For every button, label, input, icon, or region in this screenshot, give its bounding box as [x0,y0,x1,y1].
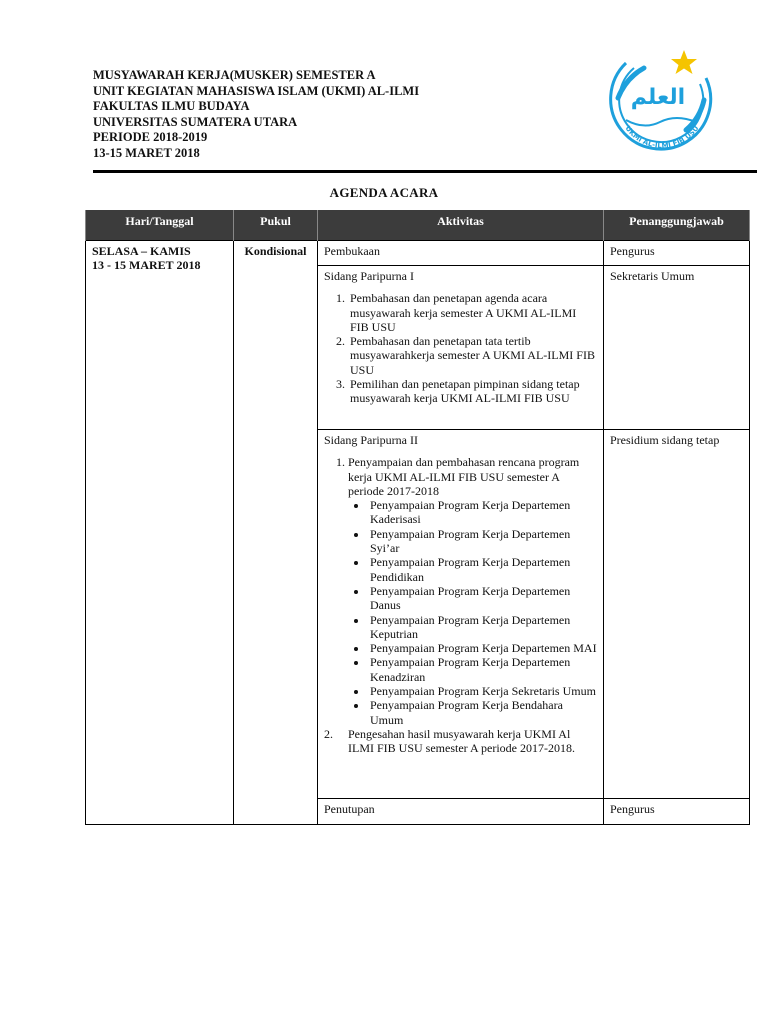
session-title: Sidang Paripurna II [324,433,418,447]
logo-ring-text: UKMI AL-ILMI FIB USU [623,124,701,150]
table-header-row [86,210,750,241]
bullet-item: • Penyampaian Program Kerja Departemen Kaderisasi [368,498,597,527]
pic-cell: Sekretaris Umum [604,266,750,430]
date-line: 13 - 15 MARET 2018 [92,258,201,273]
bullet-item: • Penyampaian Program Kerja Departemen Danus [368,584,597,613]
pic-cell: Presidium sidang tetap [604,430,750,799]
bullet-item: • Penyampaian Program Kerja Bendahara Umum [368,698,597,727]
arabic-logo-text: العلم [630,85,686,110]
header-line: 13-15 MARET 2018 [93,145,200,160]
star-icon [671,50,697,74]
document-header [93,68,419,161]
bullet-item: • Penyampaian Program Kerja Departemen MAI [368,641,597,655]
activity-cell: Pembukaan [318,241,604,266]
pic-cell: Pengurus [604,799,750,825]
time-cell: Kondisional [234,241,318,825]
header-line: PERIODE 2018-2019 [93,130,208,144]
date-line: SELASA – KAMIS [92,244,191,258]
bullet-item: • Penyampaian Program Kerja Departemen Pendidikan [368,555,597,584]
list-item: 2. Pembahasan dan penetapan tata tertib musyawarahkerja semester A UKMI AL-ILMI FIB USU [348,334,597,377]
session-title: Sidang Paripurna I [324,269,414,283]
activity-cell: Penutupan [318,799,604,825]
header-line: FAKULTAS ILMU BUDAYA [93,99,250,113]
agenda-list [324,291,597,405]
agenda-title: AGENDA ACARA [329,185,439,200]
bullet-list [348,498,597,727]
list-item [324,727,597,756]
header-divider [93,170,757,173]
agenda-list [324,455,597,727]
activity-cell [318,430,604,799]
bullet-item: • Penyampaian Program Kerja Departemen Keputrian [368,613,597,642]
header-line: UNIT KEGIATAN MAHASISWA ISLAM (UKMI) AL-ILMI [93,83,420,98]
list-item-text: Pengesahan hasil musyawarah kerja UKMI Al ILMI FIB USU semester A periode 2017-2018. [348,726,575,756]
pic-cell: Pengurus [604,241,750,266]
ukmi-logo [596,38,726,168]
column-header-pic: Penanggungjawab [604,210,750,241]
column-header-activity: Aktivitas [318,210,604,241]
column-header-day: Hari/Tanggal [86,210,234,241]
list-item: 3. Pemilihan dan penetapan pimpinan sidang tetap musyawarah kerja UKMI AL-ILMI FIB USU [348,377,597,406]
bullet-item: • Penyampaian Program Kerja Departemen Syi’ar [368,527,597,556]
header-line: MUSYAWARAH KERJA(MUSKER) SEMESTER A [93,68,376,82]
list-number: 2. [324,726,333,741]
activity-cell [318,266,604,430]
list-item: 1. Pembahasan dan penetapan agenda acara musyawarah kerja semester A UKMI AL-ILMI FIB USU [348,291,597,334]
list-item-text: Penyampaian dan pembahasan rencana program kerja UKMI AL-ILMI FIB USU semester A periode 2017-2018 [348,455,580,498]
list-item [348,455,597,727]
agenda-table [85,210,750,825]
bullet-item: • Penyampaian Program Kerja Departemen Kenadziran [368,655,597,684]
header-line: UNIVERSITAS SUMATERA UTARA [93,114,298,129]
column-header-time: Pukul [234,210,318,241]
bullet-item: • Penyampaian Program Kerja Sekretaris Umum [368,684,597,698]
table-row [86,241,750,266]
date-cell [86,241,234,825]
